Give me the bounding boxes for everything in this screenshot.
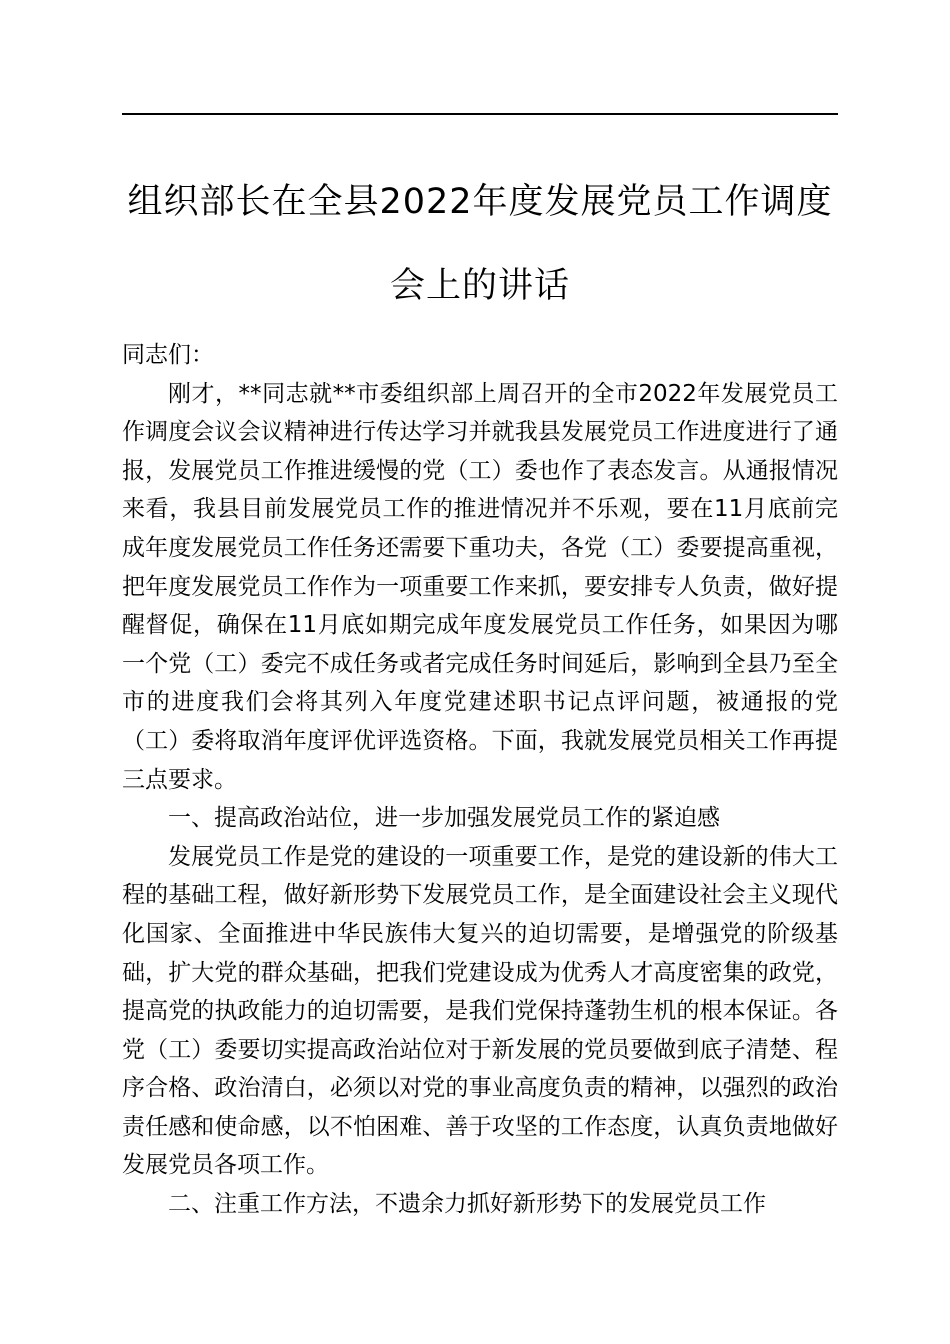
title-line-2: 会上的讲话 [389, 266, 570, 306]
paragraph-intro: 刚才，**同志就**市委组织部上周召开的全市2022年发展党员工作调度会议会议精神进行传达学习并就我县发展党员工作进度进行了通报，发展党员工作推进缓慢的党（工）委也作了表态发言。从通报情况来看，我县目前发展党员工作的推进情况并不乐观，要在11月底前完成年度发展党员工作任务还需要下重功夫，各党（工）委要提高重视，把年度发展党员工作作为一项重要工作来抓，要安排专人负责，做好提醒督促，确保在11月底如期完成年度发展党员工作任务，如果因为哪一个党（工）委完不成任务或者完成任务时间延后，影响到全县乃至全市的进度我们会将其列入年度党建述职书记点评问题，被通报的党（工）委将取消年度评优评选资格。下面，我就发展党员相关工作再提三点要求。 [122, 380, 838, 793]
document-title [122, 160, 838, 328]
header-rule [122, 113, 838, 115]
section-heading-1: 一、提高政治站位，进一步加强发展党员工作的紧迫感 [168, 805, 720, 832]
salutation: 同志们： [122, 342, 214, 368]
document-body [122, 336, 838, 1224]
paragraph-section-1: 发展党员工作是党的建设的一项重要工作，是党的建设新的伟大工程的基础工程，做好新形势下发展党员工作，是全面建设社会主义现代化国家、全面推进中华民族伟大复兴的迫切需要，是增强党的阶级基础，扩大党的群众基础，把我们党建设成为优秀人才高度密集的政党，提高党的执政能力的迫切需要，是我们党保持蓬勃生机的根本保证。各党（工）委要切实提高政治站位对于新发展的党员要做到底子清楚、程序合格、政治清白，必须以对党的事业高度负责的精神，以强烈的政治责任感和使命感，以不怕困难、善于攻坚的工作态度，认真负责地做好发展党员各项工作。 [122, 843, 838, 1179]
section-heading-2: 二、注重工作方法，不遗余力抓好新形势下的发展党员工作 [168, 1191, 766, 1218]
title-line-1: 组织部长在全县2022年度发展党员工作调度 [127, 182, 833, 222]
